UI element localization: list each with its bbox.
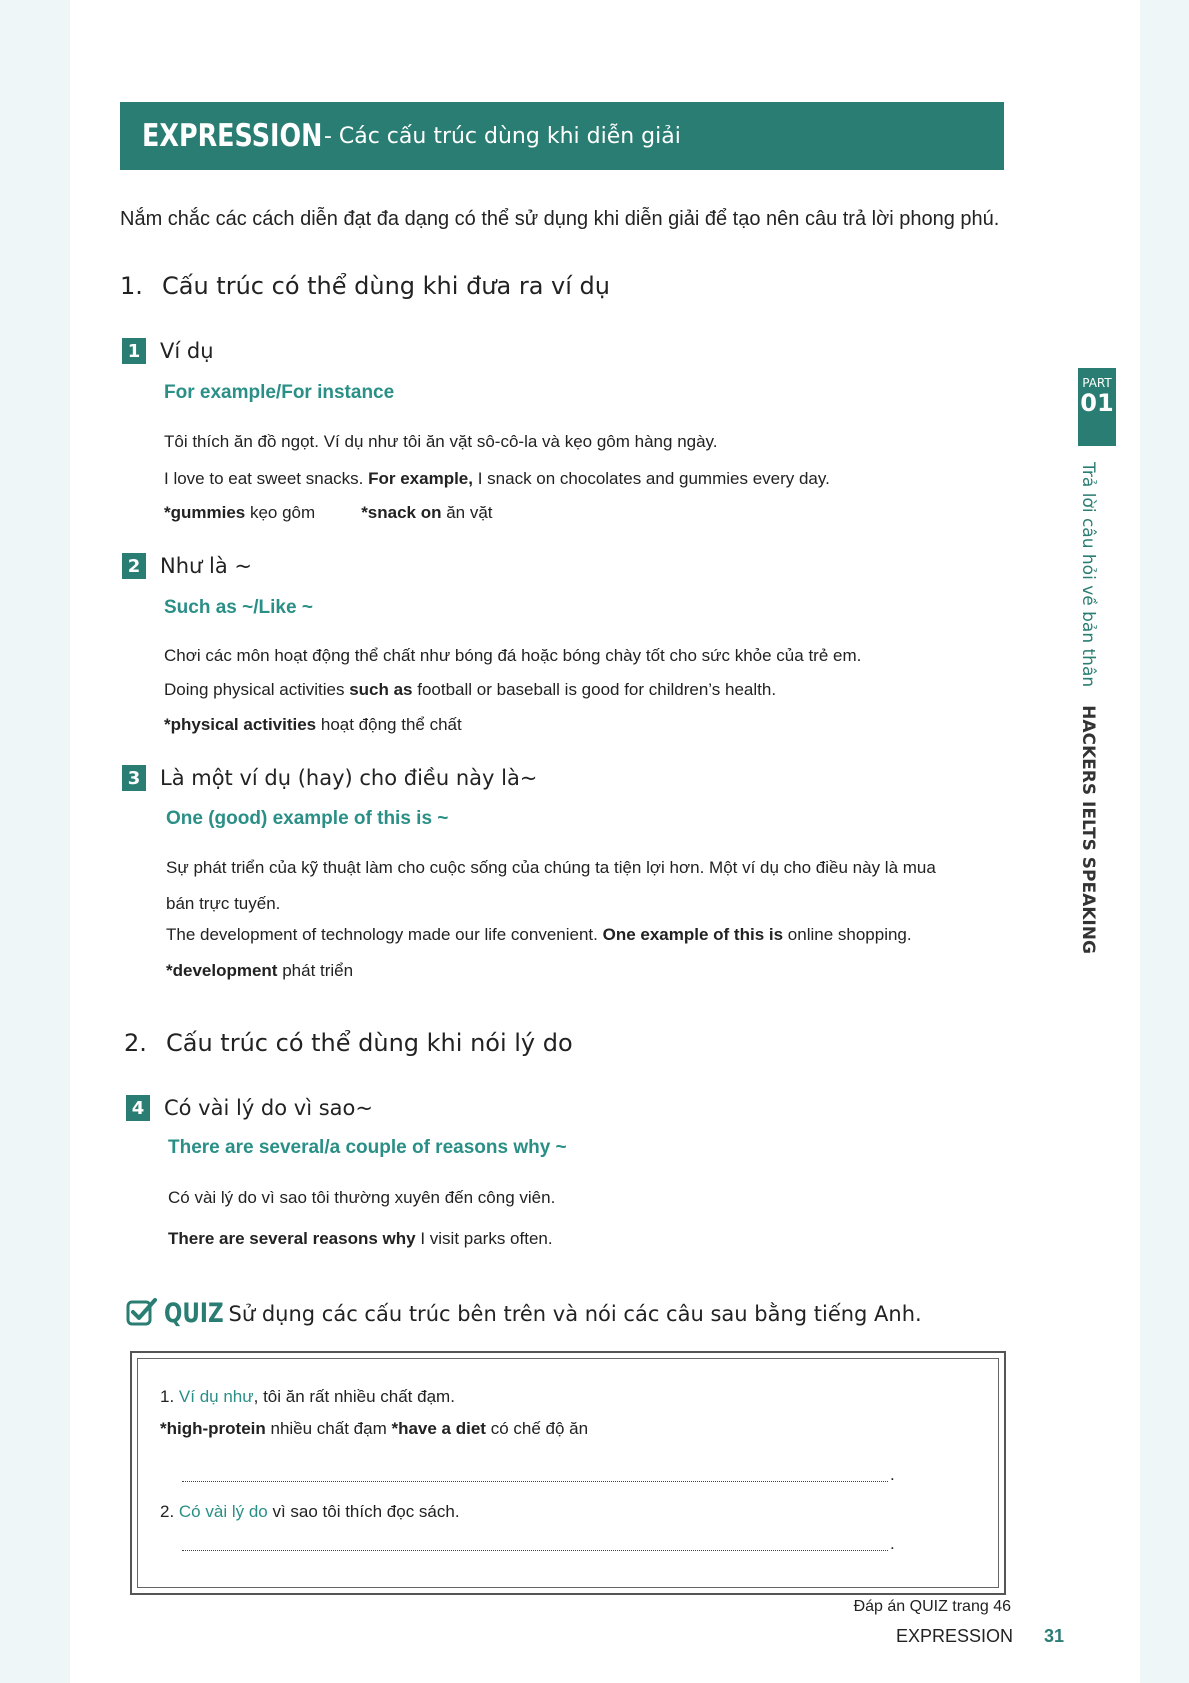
item-3-english: The development of technology made our life convenient. One example of this is online shopping. xyxy=(166,925,912,944)
footer-section-label: EXPRESSION xyxy=(896,1626,1014,1646)
quiz-label: QUIZ xyxy=(164,1298,224,1329)
answer-line-1-end: . xyxy=(890,1465,895,1484)
quiz-box xyxy=(130,1351,1006,1595)
intro-text: Nắm chắc các cách diễn đạt đa dạng có thể sử dụng khi diễn giải để tạo nên câu trả lời phong phú. xyxy=(120,208,1000,230)
item-3-vocab: *development phát triển xyxy=(166,961,354,980)
part-label: PART xyxy=(1082,376,1112,390)
item-2-expression: Such as ~/Like ~ xyxy=(164,597,313,618)
answer-line-2[interactable] xyxy=(182,1550,888,1551)
item-1-heading xyxy=(122,338,214,364)
item-2-heading xyxy=(122,553,252,579)
item-3-vietnamese-line-1: Sự phát triển của kỹ thuật làm cho cuộc sống của chúng ta tiện lợi hơn. Một ví dụ cho điều này là mua xyxy=(166,858,936,877)
item-2-english: Doing physical activities such as football or baseball is good for children’s health. xyxy=(164,680,777,699)
chapter-title: Trả lời câu hỏi về bản thân xyxy=(1078,462,1098,688)
side-running-title xyxy=(1078,462,1098,954)
item-1-vocab: *gummies kẹo gôm *snack on ăn vặt xyxy=(164,503,493,522)
header-title: EXPRESSION xyxy=(142,118,323,154)
answer-line-1[interactable] xyxy=(182,1481,888,1482)
section-title-text: Cấu trúc có thể dùng khi nói lý do xyxy=(166,1029,573,1057)
part-number: 01 xyxy=(1080,389,1114,417)
item-1-vietnamese: Tôi thích ăn đồ ngọt. Ví dụ như tôi ăn vặt sô-cô-la và kẹo gôm hàng ngày. xyxy=(164,432,718,451)
item-2-vietnamese: Chơi các môn hoạt động thể chất như bóng đá hoặc bóng chày tốt cho sức khỏe của trẻ em. xyxy=(164,646,862,665)
item-1-english: I love to eat sweet snacks. For example, I snack on chocolates and gummies every day. xyxy=(164,469,830,488)
header-subtitle: - Các cấu trúc dùng khi diễn giải xyxy=(323,123,681,149)
item-number-badge: 3 xyxy=(122,765,146,791)
quiz-instruction: Sử dụng các cấu trúc bên trên và nói các câu sau bằng tiếng Anh. xyxy=(228,1301,922,1326)
item-number-badge: 4 xyxy=(126,1095,150,1121)
quiz-question-1-vocab: *high-protein nhiều chất đạm *have a diet có chế độ ăn xyxy=(160,1419,589,1438)
item-4-english: There are several reasons why I visit parks often. xyxy=(168,1229,553,1248)
item-3-expression: One (good) example of this is ~ xyxy=(166,808,449,829)
item-number-badge: 2 xyxy=(122,553,146,579)
section-number: 2. xyxy=(124,1029,147,1057)
section-number: 1. xyxy=(120,272,143,300)
item-number-badge: 1 xyxy=(122,338,146,364)
section-1-title xyxy=(120,272,610,300)
item-4-heading xyxy=(126,1095,373,1121)
item-1-expression: For example/For instance xyxy=(164,382,395,403)
part-tab xyxy=(1078,368,1116,446)
quiz-heading xyxy=(126,1296,922,1331)
item-4-expression: There are several/a couple of reasons why ~ xyxy=(168,1137,567,1158)
item-3-heading xyxy=(122,765,537,791)
item-title: Có vài lý do vì sao~ xyxy=(164,1096,373,1120)
answer-reference: Đáp án QUIZ trang 46 xyxy=(853,1598,1011,1615)
book-brand: HACKERS IELTS SPEAKING xyxy=(1078,705,1098,954)
item-title: Là một ví dụ (hay) cho điều này là~ xyxy=(160,766,538,790)
quiz-question-1: 1. Ví dụ như, tôi ăn rất nhiều chất đạm. xyxy=(160,1387,455,1406)
item-4-vietnamese: Có vài lý do vì sao tôi thường xuyên đến công viên. xyxy=(168,1188,556,1207)
header-bar xyxy=(120,102,1004,170)
section-2-title xyxy=(124,1029,573,1057)
item-title: Ví dụ xyxy=(160,339,214,363)
item-2-vocab: *physical activities hoạt động thể chất xyxy=(164,715,462,734)
section-title-text: Cấu trúc có thể dùng khi đưa ra ví dụ xyxy=(162,272,610,300)
item-title: Như là ~ xyxy=(160,554,252,578)
item-3-vietnamese-line-2: bán trực tuyến. xyxy=(166,894,281,913)
checkbox-icon xyxy=(126,1296,158,1331)
page-number: 31 xyxy=(1044,1626,1065,1646)
quiz-question-2: 2. Có vài lý do vì sao tôi thích đọc sách. xyxy=(160,1502,460,1521)
answer-line-2-end: . xyxy=(890,1534,895,1553)
